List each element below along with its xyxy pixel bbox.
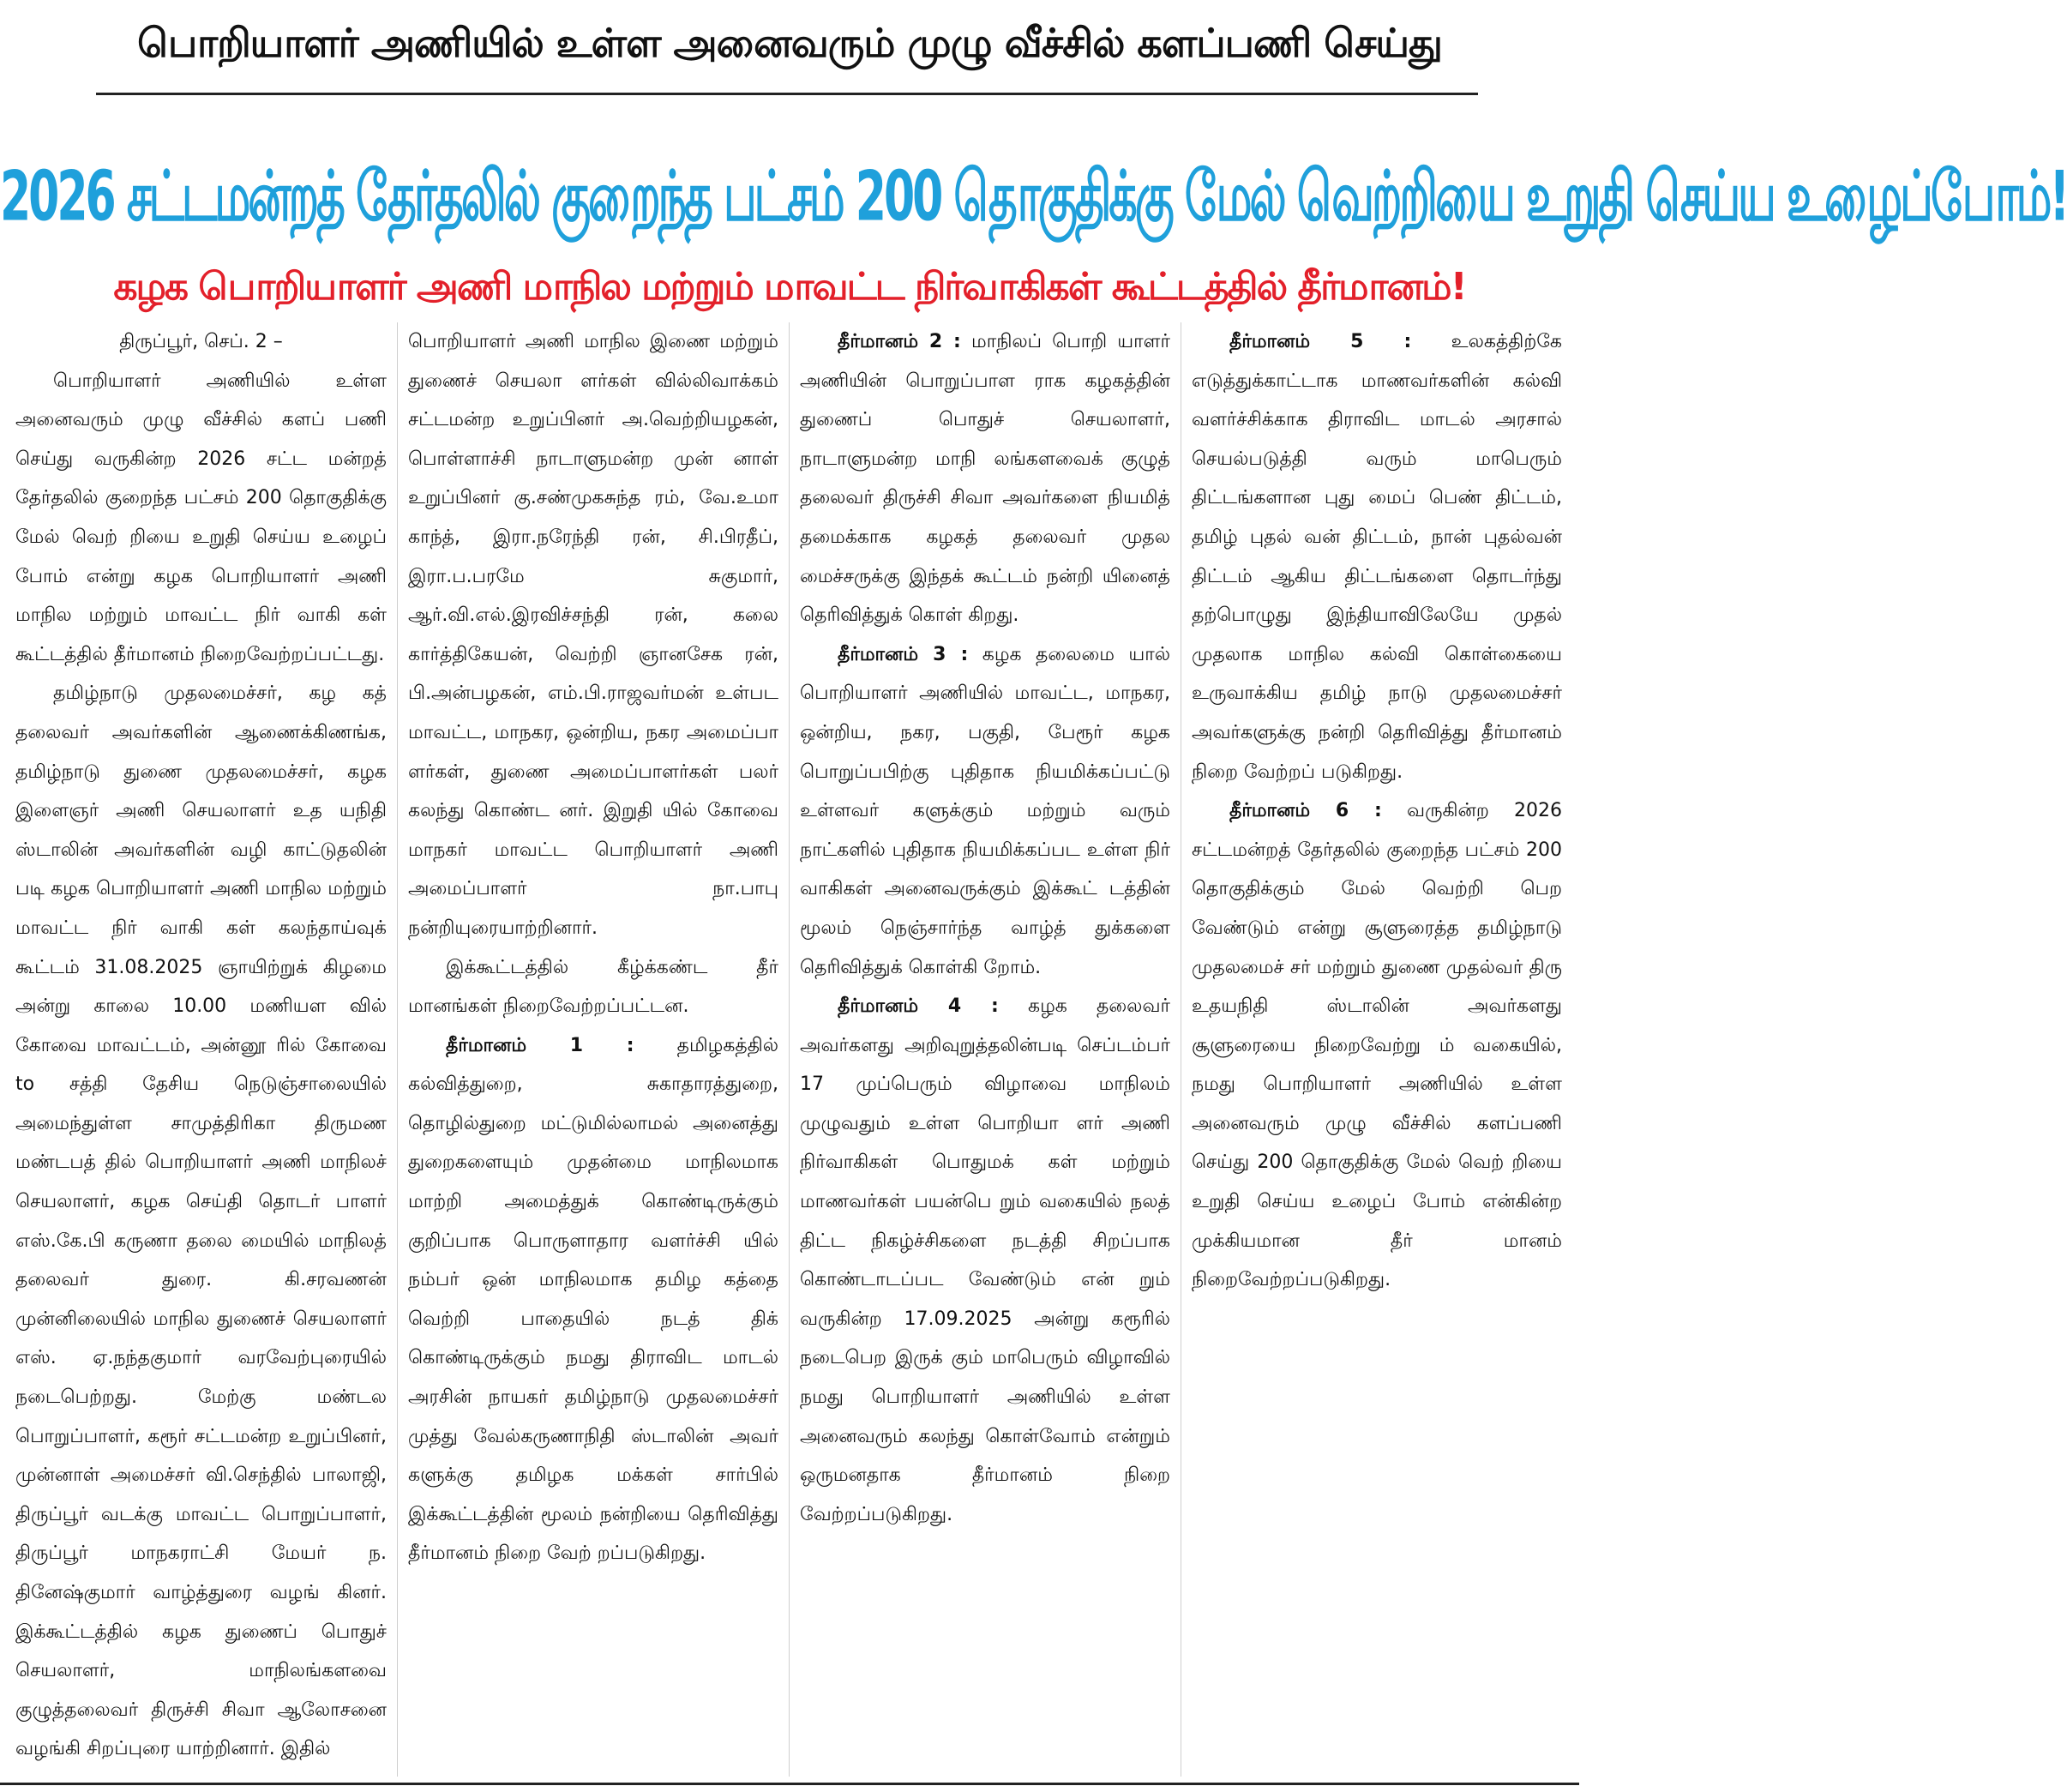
resolution-text: வருகின்ற 2026 சட்டமன்றத் தேர்தலில் குறைந்த பட்சம் 200 தொகுதிக்கும் மேல் வெற்றி பெற வேண்டும் என்று சூளுரைத்த தமிழ்நாடு முதலமைச் சர் மற்றும் துணை முதல்வர் திரு உதயநிதி ஸ்டாலின் அவர்களது சூளுரையை நிறைவேற்று ம் வகையில், நமது பொறியாளர் அணியில் உள்ள அனைவரும் முழு வீச்சில் களப்பணி செய்து 200 தொகுதிக்கு மேல் வெற் றியை உறுதி செய்ய உழைப் போம் என்கின்ற முக்கியமான தீர் மானம் நிறைவேற்றப்படுகிறது. [1192,800,1562,1291]
article-column-1 [5,322,397,1777]
resolution-paragraph [1192,322,1562,791]
resolution-text: கழக தலைவர் அவர்களது அறிவுறுத்தலின்படி செப்டம்பர் 17 முப்பெரும் விழாவை மாநிலம் முழுவதும் உள்ள பொறியா ளர் அணி நிர்வாகிகள் பொதுமக் கள் மற்றும் மாணவர்கள் பயன்பெ றும் வகையில் நலத் திட்ட நிகழ்ச்சிகளை நடத்தி சிறப்பாக கொண்டாடப்பட வேண்டும் என் றும் வருகின்ற 17.09.2025 அன்று கரூரில் நடைபெற இருக் கும் மாபெரும் விழாவில் நமது பொறியாளர் அணியில் உள்ள அனைவரும் கலந்து கொள்வோம் என்றும் ஒருமனதாக தீர்மானம் நிறை வேற்றப்படுகிறது. [800,995,1170,1525]
resolution-label: தீர்மானம் 5 : [1229,331,1412,352]
main-headline: 2026 சட்டமன்றத் தேர்தலில் குறைந்த பட்சம் 200 தொகுதிக்கு மேல் வெற்றியை உறுதி செய்ய உழைப்போம்! [0,157,2067,238]
article-body [5,322,1574,1777]
article-paragraph: இக்கூட்டத்தில் கீழ்க்கண்ட தீர் மானங்கள் நிறைவேற்றப்பட்டன. [408,956,778,1018]
resolution-text: கழக தலைமை யால் பொறியாளர் அணியில் மாவட்ட, மாநகர, ஒன்றிய, நகர, பகுதி, பேரூர் கழக பொறுப்பபிற்கு புதிதாக நியமிக்கப்பட்டு உள்ளவர் களுக்கும் மற்றும் வரும் நாட்களில் புதிதாக நியமிக்கப்பட உள்ள நிர் வாகிகள் அனைவருக்கும் இக்கூட் டத்தின் மூலம் நெஞ்சார்ந்த வாழ்த் துக்களை தெரிவித்துக் கொள்கி றோம். [800,643,1171,978]
resolution-paragraph [800,635,1170,987]
resolution-text: உலகத்திற்கே எடுத்துக்காட்டாக மாணவர்களின் கல்வி வளர்ச்சிக்காக திராவிட மாடல் அரசால் செயல்படுத்தி வரும் மாபெரும் திட்டங்களான புது மைப் பெண் திட்டம், தமிழ் புதல் வன் திட்டம், நான் புதல்வன் திட்டம் ஆகிய திட்டங்களை தொடர்ந்து தற்பொழுது இந்தியாவிலேயே முதல் முதலாக மாநில கல்வி கொள்கையை உருவாக்கிய தமிழ் நாடு முதலமைச்சர் அவர்களுக்கு நன்றி தெரிவித்து தீர்மானம் நிறை வேற்றப் படுகிறது. [1192,331,1562,783]
kicker-divider [96,93,1478,95]
dateline: திருப்பூர், செப். 2 – [119,331,283,352]
resolution-label: தீர்மானம் 6 : [1229,800,1382,822]
resolution-text: தமிழகத்தில் கல்வித்துறை, சுகாதாரத்துறை, தொழில்துறை மட்டுமில்லாமல் அனைத்து துறைகளையும் முதன்மை மாநிலமாக மாற்றி அமைத்துக் கொண்டிருக்கும் குறிப்பாக பொருளாதார வளர்ச்சி யில் நம்பர் ஒன் மாநிலமாக தமிழ கத்தை வெற்றி பாதையில் நடத் திக் கொண்டிருக்கும் நமது திராவிட மாடல் அரசின் நாயகர் தமிழ்நாடு முதலமைச்சர் முத்து வேல்கருணாநிதி ஸ்டாலின் அவர் களுக்கு தமிழக மக்கள் சார்பில் இக்கூட்டத்தின் மூலம் நன்றியை தெரிவித்து தீர்மானம் நிறை வேற் றப்படுகிறது. [408,1034,779,1565]
subheadline: கழக பொறியாளர் அணி மாநில மற்றும் மாவட்ட நிர்வாகிகள் கூட்டத்தில் தீர்மானம்! [113,265,1466,309]
resolution-paragraph [800,987,1170,1534]
article-column-4 [1181,322,1572,1777]
article-column-2 [397,322,789,1777]
bottom-divider [0,1783,1579,1785]
article-paragraph: பொறியாளர் அணியில் உள்ள அனைவரும் முழு வீச்சில் களப் பணி செய்து வருகின்ற 2026 சட்ட மன்றத் தேர்தலில் குறைந்த பட்சம் 200 தொகுதிக்கு மேல் வெற் றியை உறுதி செய்ய உழைப் போம் என்று கழக பொறியாளர் அணி மாநில மற்றும் மாவட்ட நிர் வாகி கள் கூட்டத்தில் தீர்மானம் நிறைவேற்றப்பட்டது. [15,370,387,665]
article-paragraph-continued: பொறியாளர் அணி மாநில இணை மற்றும் துணைச் செயலா ளர்கள் வில்லிவாக்கம் சட்டமன்ற உறுப்பினர் அ.வெற்றியழகன், பொள்ளாச்சி நாடாளுமன்ற முன் னாள் உறுப்பினர் கு.சண்முகசுந்த ரம், வே.உமா காந்த், இரா.நரேந்தி ரன், சி.பிரதீப், இரா.ப.பரமே சுகுமார், ஆர்.வி.எல்.இரவிச்சந்தி ரன், கலை கார்த்திகேயன், வெற்றி ஞானசேக ரன், பி.அன்பழகன், எம்.பி.ராஜவர்மன் உள்பட மாவட்ட, மாநகர, ஒன்றிய, நகர அமைப்பா ளர்கள், துணை அமைப்பாளர்கள் பலர் கலந்து கொண்ட னர். இறுதி யில் கோவை மாநகர் மாவட்ட பொறியாளர் அணி அமைப்பாளர் நா.பாபு நன்றியுரையாற்றினார். [408,331,778,939]
resolution-paragraph [800,322,1170,635]
resolution-label: தீர்மானம் 2 : [838,331,961,352]
resolution-label: தீர்மானம் 3 : [838,643,969,665]
resolution-label: தீர்மானம் 4 : [838,995,999,1018]
article-paragraph [15,322,387,362]
article-column-3 [789,322,1181,1777]
resolution-paragraph [408,1026,778,1573]
kicker-headline: பொறியாளர் அணியில் உள்ள அனைவரும் முழு வீச்சில் களப்பணி செய்து [137,20,1442,66]
resolution-text: மாநிலப் பொறி யாளர் அணியின் பொறுப்பாள ராக கழகத்தின் துணைப் பொதுச் செயலாளர், நாடாளுமன்ற மாநி லங்களவைக் குழுத் தலைவர் திருச்சி சிவா அவர்களை நியமித் தமைக்காக கழகத் தலைவர் முதல மைச்சருக்கு இந்தக் கூட்டம் நன்றி யினைத் தெரிவித்துக் கொள் கிறது. [800,331,1170,627]
resolution-label: தீர்மானம் 1 : [446,1034,634,1056]
resolution-paragraph [1192,791,1562,1300]
article-paragraph: தமிழ்நாடு முதலமைச்சர், கழ கத் தலைவர் அவர்களின் ஆணைக்கிணங்க, தமிழ்நாடு துணை முதலமைச்சர், கழக இளைஞர் அணி செயலாளர் உத யநிதி ஸ்டாலின் அவர்களின் வழி காட்டுதலின் படி கழக பொறியாளர் அணி மாநில மற்றும் மாவட்ட நிர் வாகி கள் கலந்தாய்வுக் கூட்டம் 31.08.2025 ஞாயிற்றுக் கிழமை அன்று காலை 10.00 மணியள வில் கோவை மாவட்டம், அன்னூ ரில் கோவை to சத்தி தேசிய நெடுஞ்சாலையில் அமைந்துள்ள சாமுத்திரிகா திருமண மண்டபத் தில் பொறியாளர் அணி மாநிலச் செயலாளர், கழக செய்தி தொடர் பாளர் எஸ்.கே.பி கருணா தலை மையில் மாநிலத் தலைவர் துரை. கி.சரவணன் முன்னிலையில் மாநில துணைச் செயலாளர் எஸ். ஏ.நந்தகுமார் வரவேற்புரையில் நடைபெற்றது. மேற்கு மண்டல பொறுப்பாளர், கரூர் சட்டமன்ற உறுப்பினர், முன்னாள் அமைச்சர் வி.செந்தில் பாலாஜி, திருப்பூர் வடக்கு மாவட்ட பொறுப்பாளர், திருப்பூர் மாநகராட்சி மேயர் ந. தினேஷ்குமார் வாழ்த்துரை வழங் கினர். இக்கூட்டத்தில் கழக துணைப் பொதுச் செயலாளர், மாநிலங்களவை குழுத்தலைவர் திருச்சி சிவா ஆலோசனை வழங்கி சிறப்புரை யாற்றினார். இதில் [15,683,387,1760]
